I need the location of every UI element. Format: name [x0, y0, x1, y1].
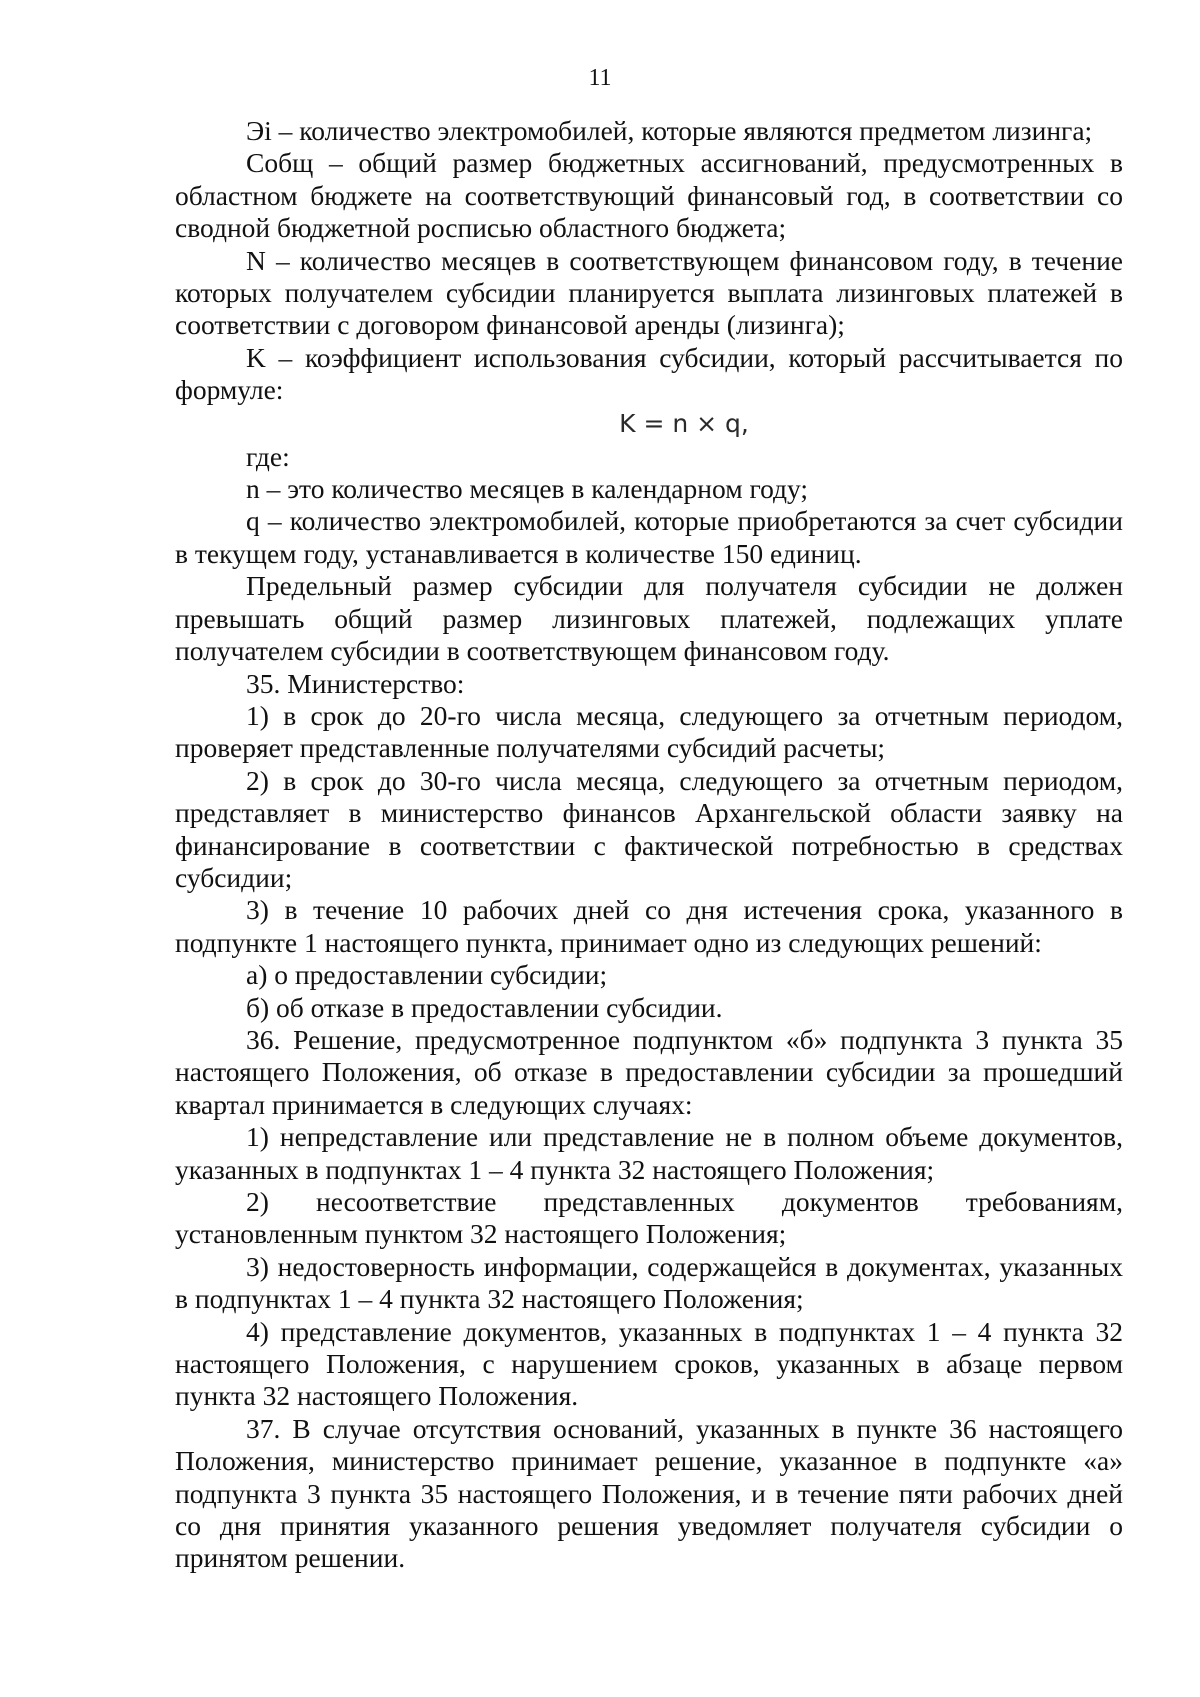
section-36-item-4: 4) представление документов, указанных в подпунктах 1 – 4 пункта 32 настоящего Положения, с нарушением сроков, указанных в абзаце первом пункта 32 настоящего Положения. [175, 1315, 1123, 1412]
section-36-item-3: 3) недостоверность информации, содержащейся в документах, указанных в подпунктах 1 – 4 пункта 32 настоящего Положения; [175, 1250, 1123, 1315]
section-36-item-1: 1) непредставление или представление не в полном объеме документов, указанных в подпунктах 1 – 4 пункта 32 настоящего Положения; [175, 1121, 1123, 1185]
section-35-item-2: 2) в срок до 30-го числа месяца, следующего за отчетным периодом, представляет в министерство финансов Архангельской области заявку на финансирование в соответствии с фактической потребностью в средствах субсидии; [175, 764, 1123, 893]
definition-n-months: n – это количество месяцев в календарном году; [246, 473, 809, 505]
section-35-item-3b: б) об отказе в предоставлении субсидии. [246, 991, 723, 1023]
definition-n: N – количество месяцев в соответствующем финансовом году, в течение которых получателем субсидии планируется выплата лизинговых платежей в соответствии с договором финансовой аренды (лизинга); [175, 244, 1123, 341]
section-35-item-1: 1) в срок до 20-го числа месяца, следующего за отчетным периодом, проверяет представленные получателями субсидий расчеты; [175, 699, 1123, 764]
document-body [175, 115, 1123, 1575]
section-36-paragraph: 36. Решение, предусмотренное подпунктом «б» подпункта 3 пункта 35 настоящего Положения, об отказе в предоставлении субсидии за прошедший квартал принимается в следующих случаях: [175, 1023, 1123, 1120]
section-35-heading: 35. Министерство: [246, 667, 465, 699]
section-35-item-3a: а) о предоставлении субсидии; [246, 959, 608, 991]
page-number: 11 [588, 65, 612, 91]
formula-k: K = n × q, [619, 408, 749, 438]
section-36-item-2: 2) несоответствие представленных документов требованиям, установленным пунктом 32 настоящего Положения; [175, 1186, 1123, 1250]
definition-ei: Эi – количество электромобилей, которые являются предметом лизинга; [246, 115, 1093, 146]
definition-c-total: Cобщ – общий размер бюджетных ассигнований, предусмотренных в областном бюджете на соответствующий финансовый год, в соответствии со сводной бюджетной росписью областного бюджета; [175, 147, 1123, 244]
where-label: где: [246, 440, 290, 472]
section-37-paragraph: 37. В случае отсутствия оснований, указанных в пункте 36 настоящего Положения, министерство принимает решение, указанное в подпункте «а» подпункта 3 пункта 35 настоящего Положения, и в течение пяти рабочих дней со дня принятия указанного решения уведомляет получателя субсидии о принятом решении. [175, 1412, 1123, 1574]
definition-q: q – количество электромобилей, которые приобретаются за счет субсидии в текущем году, устанавливается в количестве 150 единиц. [175, 505, 1123, 569]
section-35-item-3: 3) в течение 10 рабочих дней со дня истечения срока, указанного в подпункте 1 настоящего пункта, принимает одно из следующих решений: [175, 894, 1123, 958]
definition-k: K – коэффициент использования субсидии, который рассчитывается по формуле: [175, 341, 1123, 406]
subsidy-limit-paragraph: Предельный размер субсидии для получателя субсидии не должен превышать общий размер лизинговых платежей, подлежащих уплате получателем субсидии в соответствующем финансовом году. [175, 570, 1123, 667]
